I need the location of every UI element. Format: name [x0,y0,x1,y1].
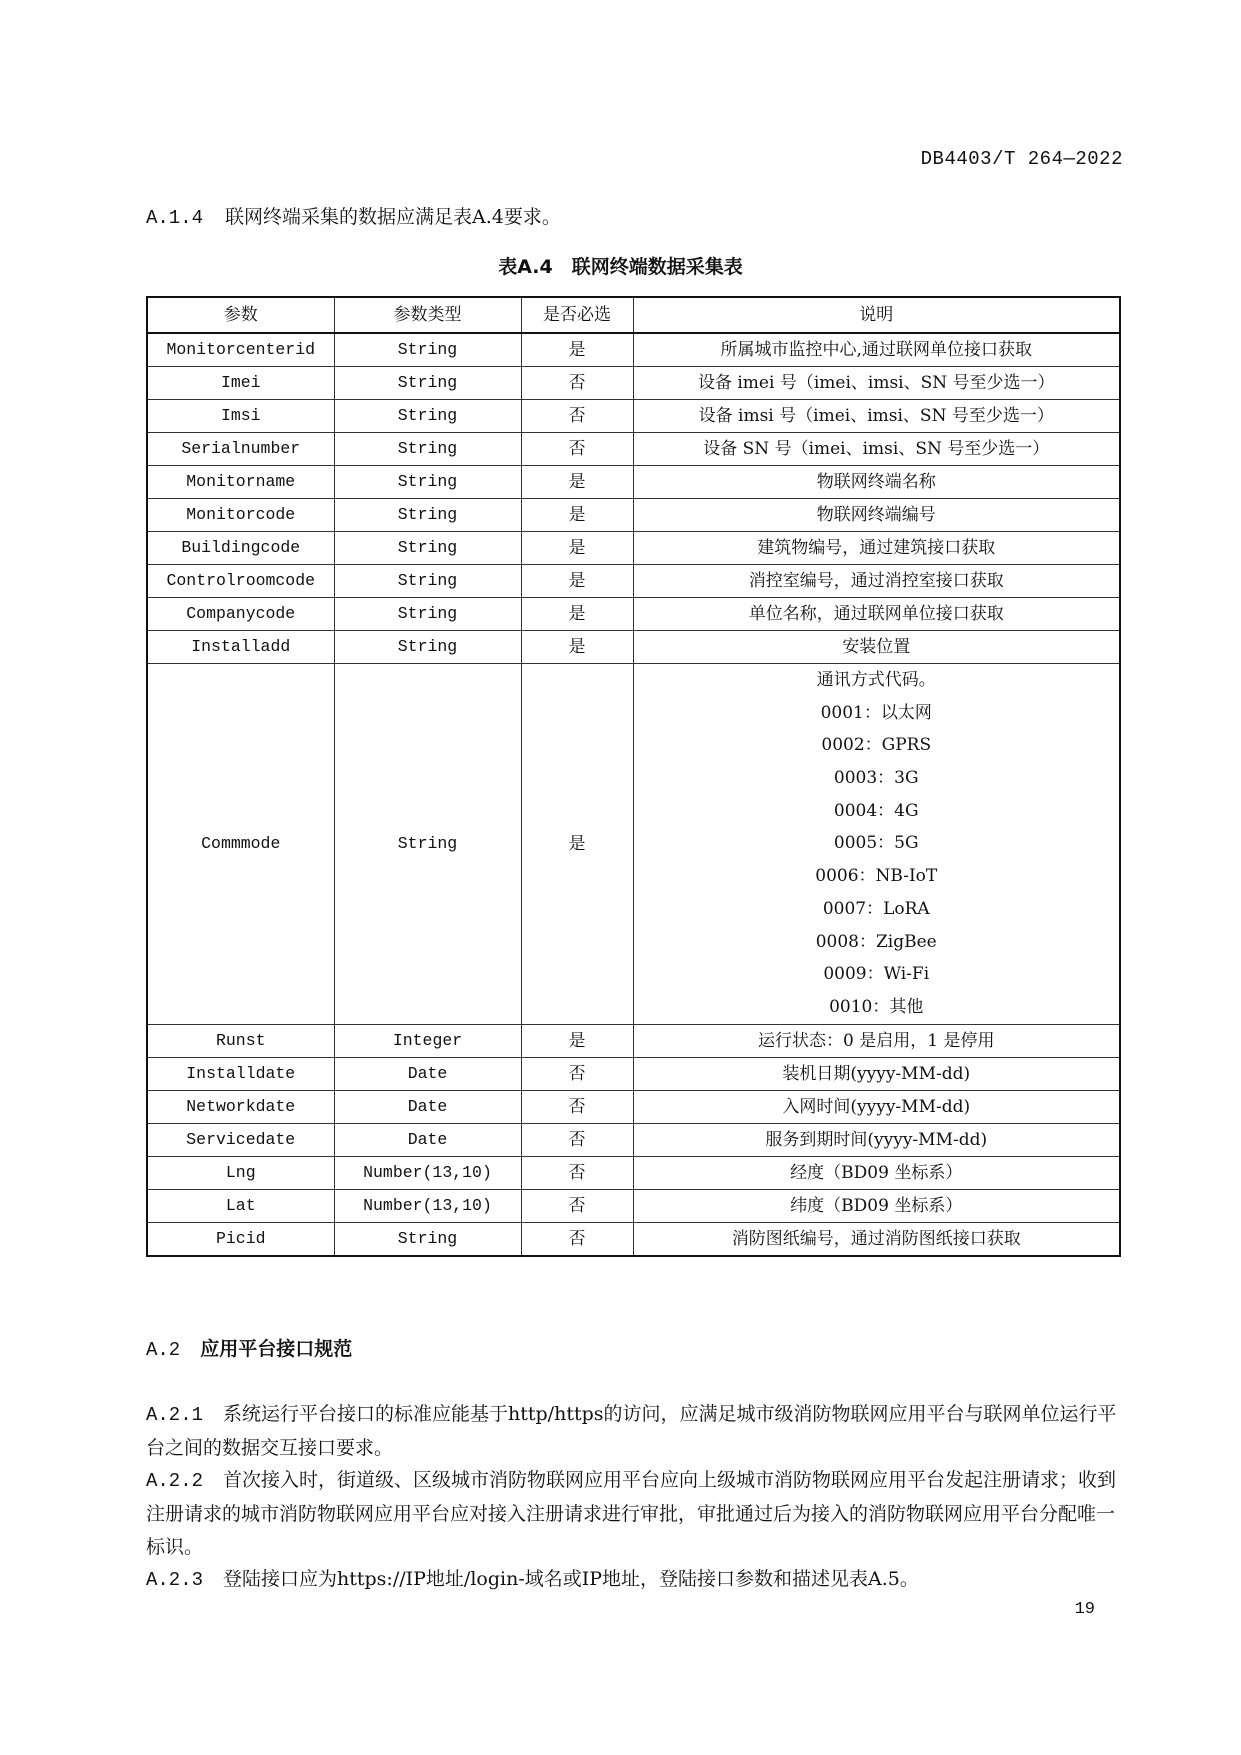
type-cell: String [334,499,521,532]
type-cell: Date [334,1057,521,1090]
required-cell: 是 [521,1024,633,1057]
required-cell: 是 [521,532,633,565]
clause-number: A.2.2 [146,1470,204,1492]
type-cell: String [334,400,521,433]
type-cell: Number(13,10) [334,1156,521,1189]
param-cell: Installdate [147,1057,334,1090]
comm-mode-line: 0001：以太网 [820,702,932,723]
required-cell: 否 [521,400,633,433]
table-row [147,1024,1120,1057]
table-row [147,1189,1120,1222]
type-cell: Number(13,10) [334,1189,521,1222]
clause-a14 [146,202,561,229]
required-cell: 否 [521,1189,633,1222]
table-row [147,565,1120,598]
comm-mode-line: 0003：3G [833,768,919,789]
comm-mode-line: 0002：GPRS [821,735,932,756]
type-cell: String [334,598,521,631]
description-cell: 消防图纸编号，通过消防图纸接口获取 [633,1222,1120,1256]
param-cell: Runst [147,1024,334,1057]
type-cell: String [334,631,521,664]
table-row [147,1123,1120,1156]
page-number: 19 [1074,1600,1095,1619]
required-cell: 是 [521,598,633,631]
required-cell: 是 [521,333,633,367]
param-cell: Imei [147,367,334,400]
description-cell: 运行状态：0 是启用，1 是停用 [633,1024,1120,1057]
table-row [147,598,1120,631]
required-cell: 是 [521,466,633,499]
description-cell: 安装位置 [633,631,1120,664]
table-title: 表A.4 联网终端数据采集表 [498,256,743,278]
comm-mode-line: 0010：其他 [829,996,924,1017]
clause-text: 首次接入时，街道级、区级城市消防物联网应用平台应向上级城市消防物联网应用平台发起注册请求；收到注册请求的城市消防物联网应用平台应对接入注册请求进行审批，审批通过后为接入的消防物联网应用平台分配唯一标识。 [146,1469,1117,1558]
type-cell: String [334,664,521,1025]
table-row [147,433,1120,466]
column-header: 说明 [633,297,1120,333]
table-row [147,1222,1120,1256]
description-cell: 单位名称，通过联网单位接口获取 [633,598,1120,631]
param-cell: Picid [147,1222,334,1256]
description-cell: 物联网终端编号 [633,499,1120,532]
required-cell: 否 [521,1156,633,1189]
table-row [147,631,1120,664]
section-title: 应用平台接口规范 [200,1338,353,1360]
section-heading-a2 [146,1334,352,1361]
table-row [147,1156,1120,1189]
type-cell: Integer [334,1024,521,1057]
comm-mode-line: 0008：ZigBee [815,931,937,952]
table-row [147,1057,1120,1090]
clause-text: 登陆接口应为https://IP地址/login-域名或IP地址，登陆接口参数和描述见表A.5。 [223,1568,919,1590]
document-code: DB4403/T 264—2022 [920,148,1123,170]
comm-mode-line: 0007：LoRA [822,898,930,919]
description-cell: 入网时间(yyyy-MM-dd) [633,1090,1120,1123]
type-cell: Date [334,1123,521,1156]
required-cell: 否 [521,367,633,400]
param-cell: Imsi [147,400,334,433]
clause-text: 系统运行平台接口的标准应能基于http/https的访问，应满足城市级消防物联网应用平台与联网单位运行平台之间的数据交互接口要求。 [146,1403,1117,1459]
comm-mode-line: 通讯方式代码。 [816,670,936,690]
column-header: 参数 [147,297,334,333]
description-cell: 设备 imsi 号（imei、imsi、SN 号至少选一） [633,400,1120,433]
param-cell: Serialnumber [147,433,334,466]
data-collection-table [146,296,1121,1257]
param-cell: Controlroomcode [147,565,334,598]
comm-mode-line: 0009：Wi-Fi [823,964,930,985]
comm-mode-line: 0004：4G [833,800,919,821]
param-cell: Installadd [147,631,334,664]
description-cell: 消控室编号，通过消控室接口获取 [633,565,1120,598]
description-cell: 服务到期时间(yyyy-MM-dd) [633,1123,1120,1156]
required-cell: 是 [521,565,633,598]
description-cell: 设备 SN 号（imei、imsi、SN 号至少选一） [633,433,1120,466]
description-cell: 设备 imei 号（imei、imsi、SN 号至少选一） [633,367,1120,400]
column-header: 参数类型 [334,297,521,333]
description-cell: 经度（BD09 坐标系） [633,1156,1120,1189]
param-cell: Companycode [147,598,334,631]
table-row [147,466,1120,499]
required-cell: 是 [521,499,633,532]
required-cell: 否 [521,1222,633,1256]
param-cell: Networkdate [147,1090,334,1123]
description-cell: 装机日期(yyyy-MM-dd) [633,1057,1120,1090]
required-cell: 是 [521,664,633,1025]
required-cell: 否 [521,433,633,466]
column-header: 是否必选 [521,297,633,333]
param-cell: Monitorname [147,466,334,499]
description-cell: 纬度（BD09 坐标系） [633,1189,1120,1222]
clause-number: A.2.3 [146,1569,204,1591]
type-cell: String [334,466,521,499]
table-row-commmode [147,664,1120,1025]
comm-mode-line: 0005：5G [833,833,919,854]
clause-a23 [146,1563,1118,1597]
param-cell: Monitorcode [147,499,334,532]
clause-number: A.2.1 [146,1404,204,1426]
table-row [147,1090,1120,1123]
required-cell: 否 [521,1123,633,1156]
type-cell: String [334,532,521,565]
type-cell: String [334,367,521,400]
param-cell: Lat [147,1189,334,1222]
param-cell: Lng [147,1156,334,1189]
clause-a21 [146,1398,1118,1465]
description-cell: 建筑物编号，通过建筑接口获取 [633,532,1120,565]
table-row [147,400,1120,433]
param-cell: Buildingcode [147,532,334,565]
required-cell: 否 [521,1057,633,1090]
required-cell: 否 [521,1090,633,1123]
param-cell: Servicedate [147,1123,334,1156]
type-cell: String [334,333,521,367]
required-cell: 是 [521,631,633,664]
description-cell: 物联网终端名称 [633,466,1120,499]
section-number: A.2 [146,1339,181,1361]
clause-text: 联网终端采集的数据应满足表A.4要求。 [225,206,561,228]
type-cell: Date [334,1090,521,1123]
comm-mode-line: 0006：NB-IoT [815,866,938,887]
param-cell: Commmode [147,664,334,1025]
type-cell: String [334,1222,521,1256]
description-cell [633,664,1120,1025]
clause-number: A.1.4 [146,207,204,229]
table-row [147,333,1120,367]
table-row [147,499,1120,532]
table-header-row [147,297,1120,333]
description-cell: 所属城市监控中心,通过联网单位接口获取 [633,333,1120,367]
param-cell: Monitorcenterid [147,333,334,367]
clause-a22 [146,1464,1118,1564]
type-cell: String [334,433,521,466]
table-row [147,367,1120,400]
type-cell: String [334,565,521,598]
table-row [147,532,1120,565]
